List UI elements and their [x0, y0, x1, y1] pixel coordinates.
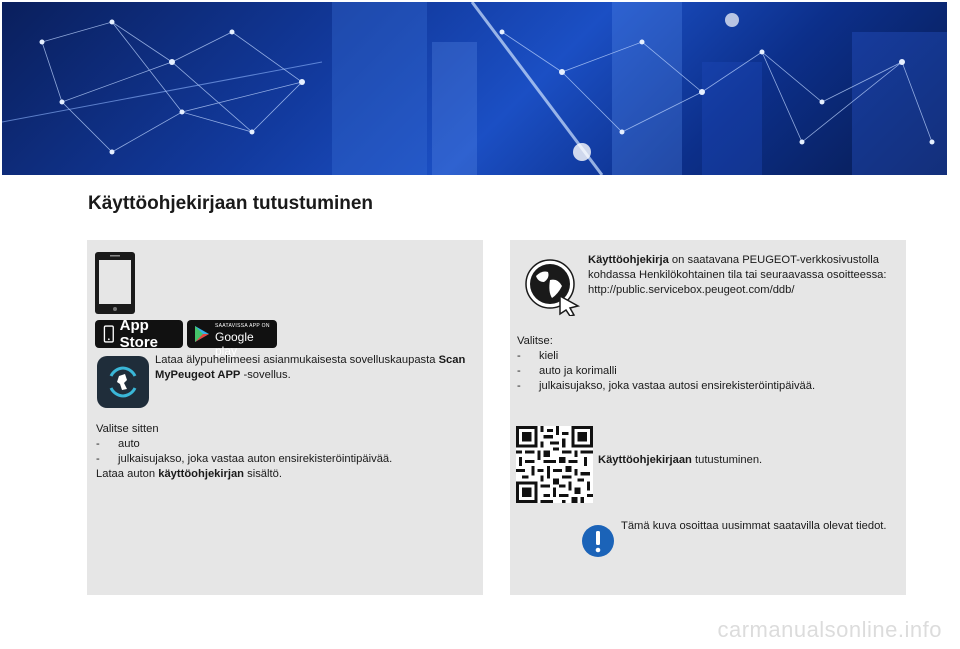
list-item: - auto ja korimalli: [517, 365, 617, 377]
manual-availability-text: Käyttöohjekirja on saatavana PEUGEOT-verkkosivustolla kohdassa Henkilökohtainen tila tai seuraavassa osoitteessa: http://public.servicebox.peugeot.com/ddb/: [588, 253, 900, 298]
list-item: - julkaisujakso, joka vastaa auton ensirekisteröintipäivää.: [96, 453, 393, 465]
list-item: - auto: [96, 438, 140, 450]
select-then-label: Valitse sitten: [96, 423, 159, 435]
qr-code-icon[interactable]: [516, 426, 593, 503]
app-store-badge[interactable]: [95, 317, 183, 351]
page-title: Käyttöohjekirjaan tutustuminen: [88, 193, 374, 214]
google-play-small-label: SAATAVISSA APP ON: [215, 323, 270, 329]
globe-cursor-icon: [524, 258, 582, 316]
select-label: Valitse:: [517, 335, 553, 347]
list-item: - kieli: [517, 350, 559, 362]
download-app-text: Lataa älypuhelimeesi asianmukaisesta sovelluskaupasta Scan MyPeugeot APP -sovellus.: [155, 354, 466, 381]
phone-icon: [100, 323, 118, 345]
select-instructions: [96, 422, 476, 482]
play-triangle-icon: [192, 324, 212, 344]
header-banner-image: [2, 2, 947, 175]
app-store-label: App Store: [119, 317, 159, 351]
qr-caption: Käyttöohjekirjaan tutustuminen.: [598, 454, 763, 466]
manual-url-link[interactable]: http://public.servicebox.peugeot.com/ddb/: [588, 284, 795, 296]
scan-mypeugeot-app-icon[interactable]: [97, 356, 149, 408]
smartphone-icon: [95, 252, 135, 314]
info-note-text: Tämä kuva osoittaa uusimmat saatavilla olevat tiedot.: [621, 520, 887, 532]
download-manual-text: Lataa auton käyttöohjekirjan sisältö.: [96, 468, 282, 480]
peugeot-lion-icon: [97, 356, 149, 408]
network-illustration: [2, 2, 947, 175]
app-download-panel: [87, 240, 483, 595]
list-item: - julkaisujakso, joka vastaa autosi ensirekisteröintipäivää.: [517, 380, 816, 392]
select-options: [517, 334, 902, 394]
google-play-label: Google play: [215, 330, 254, 358]
online-manual-panel: [510, 240, 906, 595]
google-play-badge[interactable]: [187, 320, 277, 358]
watermark-footer: carmanualsonline.info: [717, 617, 942, 642]
info-exclamation-icon: [581, 524, 615, 558]
